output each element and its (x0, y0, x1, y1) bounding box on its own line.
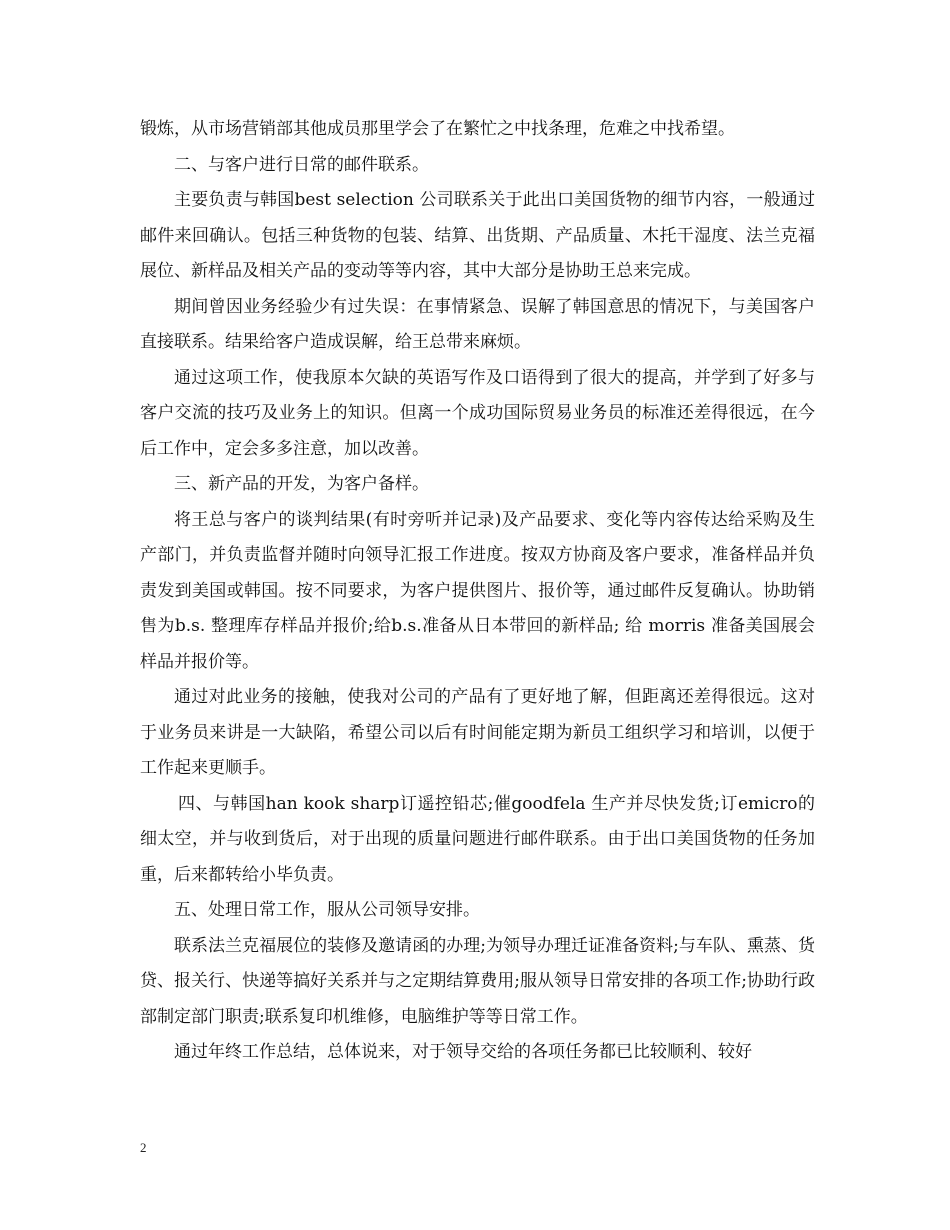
paragraph-mistake: 期间曾因业务经验少有过失误：在事情紧急、误解了韩国意思的情况下，与美国客户直接联系。结果给客户造成误解，给王总带来麻烦。 (140, 296, 815, 352)
paragraph-product-knowledge: 通过对此业务的接触，使我对公司的产品有了更好地了解，但距离还差得很远。这对于业务员来讲是一大缺陷，希望公司以后有时间能定期为新员工组织学习和培训，以便于工作起来更顺手。 (140, 687, 815, 778)
paragraph-continuation: 锻炼，从市场营销部其他成员那里学会了在繁忙之中找条理，危难之中找希望。 (140, 119, 735, 139)
section-heading-5: 五、处理日常工作，服从公司领导安排。 (174, 900, 480, 920)
paragraph-email-contact: 主要负责与韩国best selection 公司联系关于此出口美国货物的细节内容，一般通过邮件来回确认。包括三种货物的包装、结算、出货期、产品质量、木托干湿度、法兰克福展位、新样品及相关产品的变动等等内容，其中大部分是协助王总来完成。 (140, 190, 815, 281)
paragraph-summary: 通过年终工作总结，总体说来，对于领导交给的各项任务都已比较顺利、较好 (174, 1042, 752, 1062)
section-heading-4: 四、与韩国han kook sharp订遥控铅芯;催goodfela 生产并尽快发货;订emicro的细太空，并与收到货后，对于出现的质量问题进行邮件联系。由于出口美国货物的任务加重，后来都转给小毕负责。 (140, 793, 815, 885)
section-heading-2: 二、与客户进行日常的邮件联系。 (174, 154, 429, 175)
document-body (140, 112, 815, 1071)
page-number: 2 (140, 1140, 147, 1155)
section-heading-3: 三、新产品的开发，为客户备样。 (174, 474, 429, 494)
paragraph-daily-work: 联系法兰克福展位的装修及邀请函的办理;为领导办理迁证准备资料;与车队、熏蒸、货贷、报关行、快递等搞好关系并与之定期结算费用;服从领导日常安排的各项工作;协助行政部制定部门职责;联系复印机维修，电脑维护等等日常工作。 (140, 935, 815, 1027)
paragraph-improvement: 通过这项工作，使我原本欠缺的英语写作及口语得到了很大的提高，并学到了好多与客户交流的技巧及业务上的知识。但离一个成功国际贸易业务员的标准还差得很远，在今后工作中，定会多多注意，加以改善。 (140, 367, 815, 459)
paragraph-samples: 将王总与客户的谈判结果(有时旁听并记录)及产品要求、变化等内容传达给采购及生产部门，并负责监督并随时向领导汇报工作进度。按双方协商及客户要求，准备样品并负责发到美国或韩国。按不同要求，为客户提供图片、报价等，通过邮件反复确认。协助销售为b.s. 整理库存样品并报价;给b.s.准备从日本带回的新样品; 给 morris 准备美国展会样品并报价等。 (140, 509, 815, 672)
